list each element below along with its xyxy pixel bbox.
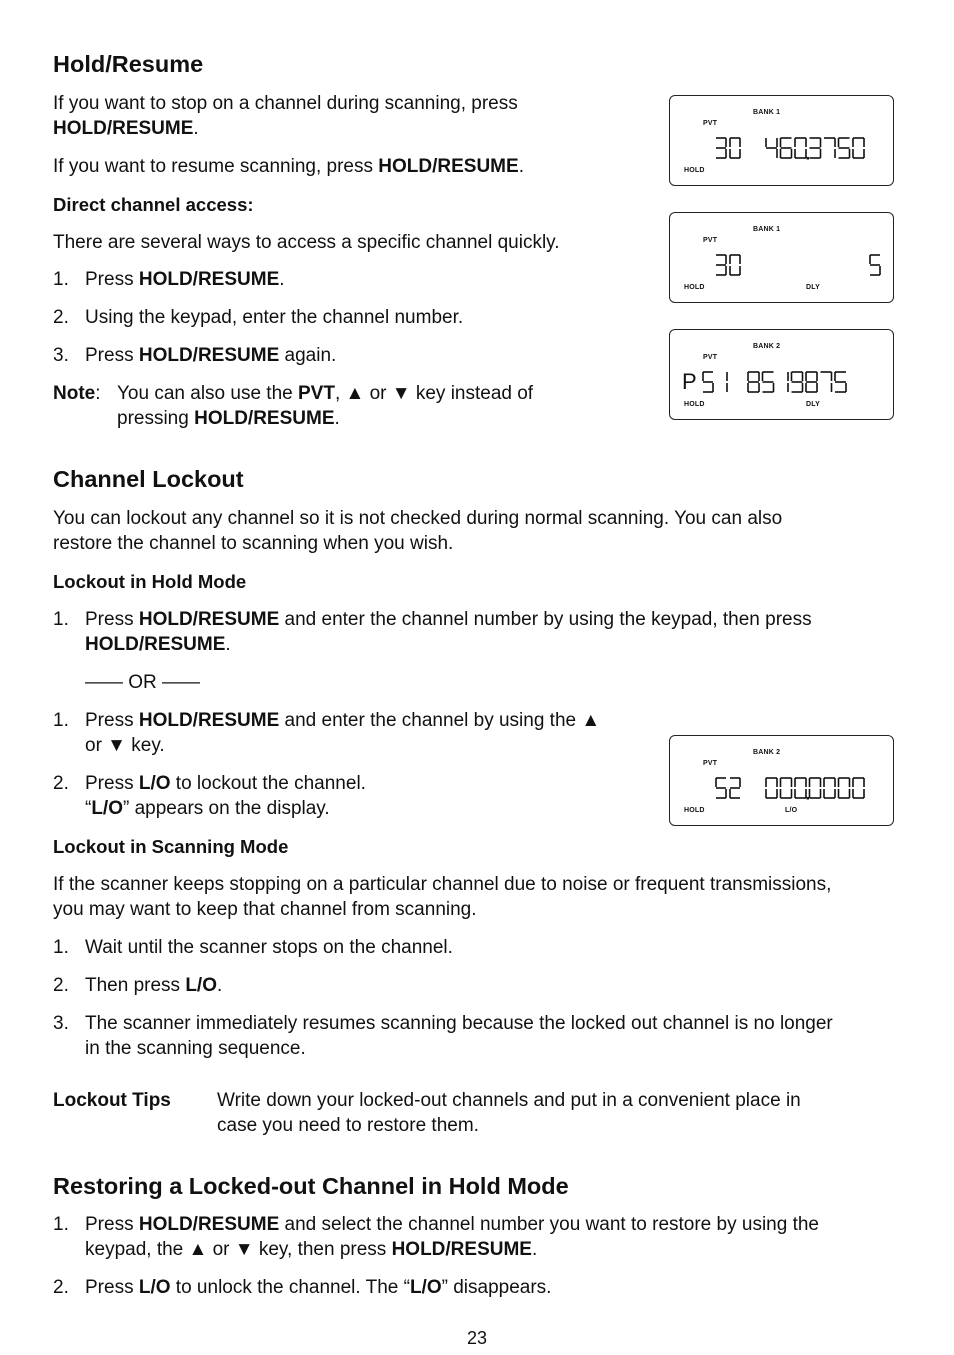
- step-text: Using the keypad, enter the channel number.: [85, 307, 464, 328]
- direct-intro: There are several ways to access a specific channel quickly.: [53, 232, 560, 253]
- section-heading-hold-resume: Hold/Resume: [53, 51, 204, 77]
- step-text-pre: Press: [85, 1214, 139, 1235]
- step-text: Then press L/O.: [85, 975, 223, 996]
- lcd-frequency-digit: [795, 138, 806, 158]
- lcd-frequency-digit: [792, 372, 803, 392]
- lcd-bank-label: BANK 2: [753, 749, 781, 756]
- step-text-pre: Press: [85, 710, 139, 731]
- lcd-delay-digit: [870, 255, 880, 275]
- step-number: 2.: [53, 975, 69, 996]
- step-text-l1: The scanner immediately resumes scanning because the locked out channel is no longer: [85, 1013, 833, 1034]
- subheading-lockout-scanning: Lockout in Scanning Mode: [53, 836, 289, 857]
- lcd-bank-label: BANK 2: [753, 343, 781, 350]
- note-text-pre: You can also use the: [117, 383, 298, 404]
- step-text-mid: and select the channel number you want to restore by using the: [279, 1214, 819, 1235]
- key-lo: L/O: [91, 798, 123, 819]
- lcd-frequency-digit: [781, 778, 792, 798]
- lcd-display: [669, 95, 894, 186]
- step-text-post: ” disappears.: [441, 1277, 552, 1298]
- lcd-pvt-label: PVT: [703, 354, 718, 361]
- lcd-priority-p: P: [682, 369, 697, 394]
- step-number: 2.: [53, 773, 69, 794]
- step-text: [85, 343, 336, 368]
- key-hold-resume: HOLD/RESUME: [138, 710, 280, 731]
- step-text-pre: Press: [85, 345, 139, 366]
- step-text: [85, 771, 366, 821]
- lcd-channel-digit: [716, 255, 726, 275]
- lcd-channel-digit: [716, 138, 726, 158]
- lcd-channel-digit: [716, 778, 726, 798]
- step-text: Wait until the scanner stops on the channel.: [85, 937, 453, 958]
- step-text-l2: or ▼ key.: [85, 735, 165, 756]
- key-hold-resume: HOLD/RESUME: [138, 1214, 280, 1235]
- lcd-display: [669, 212, 894, 303]
- lcd-frequency-digit: [766, 138, 777, 158]
- key-pvt: PVT: [298, 383, 335, 404]
- step-text-post: to lockout the channel.: [170, 773, 366, 794]
- scan-intro: [53, 872, 831, 922]
- step-number: 1.: [53, 710, 69, 731]
- scan-intro-l1: If the scanner keeps stopping on a particular channel due to noise or frequent transmissions,: [53, 874, 832, 895]
- step-text-post: again.: [279, 345, 337, 366]
- step-number: 3.: [53, 345, 69, 366]
- tips-l1: Write down your locked-out channels and put in a convenient place in: [217, 1090, 801, 1111]
- lcd-frequency-digit: [824, 138, 835, 158]
- key-hold-resume: HOLD/RESUME: [194, 408, 335, 429]
- lcd-frequency-digit: [835, 372, 846, 392]
- lcd-channel-digit: [730, 778, 740, 798]
- lockout-intro-l2: restore the channel to scanning when you wish.: [53, 533, 454, 554]
- step-number: 1.: [53, 609, 69, 630]
- lcd-frequency-digit: [748, 372, 759, 392]
- or-separator: —— OR ——: [85, 672, 201, 693]
- key-hold-resume: HOLD/RESUME: [138, 269, 280, 290]
- subheading-lockout-hold: Lockout in Hold Mode: [53, 571, 247, 592]
- lcd-pvt-label: PVT: [703, 237, 718, 244]
- lcd-channel-digit: [730, 255, 740, 275]
- paragraph-resume: If you want to resume scanning, press HOLD/RESUME.: [53, 156, 524, 177]
- step-text-pre: Press: [85, 773, 139, 794]
- key-hold-resume: HOLD/RESUME: [138, 345, 280, 366]
- lcd-frequency-digit: [795, 778, 806, 798]
- step-text: [85, 708, 600, 758]
- key-hold-resume: HOLD/RESUME: [378, 156, 519, 177]
- tips-label: Lockout Tips: [53, 1090, 171, 1111]
- key-hold-resume: HOLD/RESUME: [391, 1239, 532, 1260]
- lcd-frequency-digit: [824, 778, 835, 798]
- step-text-pre: Press: [85, 1277, 139, 1298]
- key-lo: L/O: [138, 773, 171, 794]
- section-heading-restoring: Restoring a Locked-out Channel in Hold Mode: [53, 1173, 569, 1199]
- lcd-frequency-digit: [839, 138, 850, 158]
- paragraph-stop: If you want to stop on a channel during scanning, press HOLD/RESUME.: [53, 93, 518, 139]
- lcd-hold-label: HOLD: [684, 284, 705, 291]
- lcd-frequency-digit: [839, 778, 850, 798]
- key-hold-resume: HOLD/RESUME: [85, 634, 226, 655]
- lcd-frequency-digit: [763, 372, 774, 392]
- note-text: You can also use the PVT, ▲ or ▼ key instead of pressing HOLD/RESUME.: [117, 383, 534, 429]
- lcd-frequency-digit: [853, 138, 864, 158]
- key-lo: L/O: [409, 1277, 442, 1298]
- step-text-pre: Press: [85, 269, 139, 290]
- scan-intro-l2: you may want to keep that channel from scanning.: [53, 899, 477, 920]
- section-heading-channel-lockout: Channel Lockout: [53, 466, 244, 492]
- step-text-l2: in the scanning sequence.: [85, 1038, 306, 1059]
- lockout-intro-l1: You can lockout any channel so it is not checked during normal scanning. You can also: [53, 508, 783, 529]
- key-lo: L/O: [138, 1277, 171, 1298]
- lcd-frequency-digit: [781, 138, 792, 158]
- lcd-lo-label: L/O: [785, 807, 798, 814]
- tips-text: [217, 1088, 801, 1138]
- lcd-digits: [670, 330, 895, 421]
- lcd-frequency-digit: [853, 778, 864, 798]
- step-text: [85, 1275, 551, 1300]
- step-number: 1.: [53, 937, 69, 958]
- note-label: Note:: [53, 383, 101, 404]
- lcd-decimal-point: [807, 797, 810, 800]
- resume-text: If you want to resume scanning, press: [53, 156, 373, 177]
- step-text-pre: Press: [85, 609, 139, 630]
- step-number: 2.: [53, 307, 69, 328]
- lcd-pvt-label: PVT: [703, 760, 718, 767]
- lcd-dly-label: DLY: [806, 401, 820, 408]
- step-text: Press HOLD/RESUME and enter the channel number by using the keypad, then press HOLD/RESUME.: [85, 609, 812, 655]
- lcd-channel-digit: [730, 138, 740, 158]
- lcd-frequency-digit: [821, 372, 832, 392]
- step-text: Press HOLD/RESUME and select the channel number you want to restore by using the keypad, the ▲ or ▼ key, then press HOLD/RESUME.: [85, 1214, 819, 1260]
- lcd-frequency-digit: [806, 372, 817, 392]
- lcd-decimal-point: [807, 157, 810, 160]
- step-text-l2: ” appears on the display.: [123, 798, 330, 819]
- lcd-bank-label: BANK 1: [753, 226, 781, 233]
- lcd-pvt-label: PVT: [703, 120, 718, 127]
- lcd-channel-digit: [703, 372, 713, 392]
- note-text-post: , ▲ or ▼ key instead of: [334, 383, 534, 404]
- lcd-frequency-digit: [766, 778, 777, 798]
- lcd-bank-label: BANK 1: [753, 109, 781, 116]
- page-number: 23: [466, 1328, 488, 1348]
- step-text: [85, 267, 285, 292]
- step-number: 2.: [53, 1277, 69, 1298]
- lcd-dly-label: DLY: [806, 284, 820, 291]
- lockout-intro: [53, 506, 782, 556]
- lcd-digits: [670, 736, 895, 827]
- lcd-hold-label: HOLD: [684, 401, 705, 408]
- lcd-frequency-digit: [810, 778, 821, 798]
- subheading-direct-access: Direct channel access:: [53, 194, 254, 215]
- lcd-display: [669, 329, 894, 420]
- tips-l2: case you need to restore them.: [217, 1115, 479, 1136]
- step-text-mid: and enter the channel by using the ▲: [279, 710, 601, 731]
- key-lo: L/O: [185, 975, 217, 996]
- lcd-display: [669, 735, 894, 826]
- step-number: 1.: [53, 269, 69, 290]
- step-number: 1.: [53, 1214, 69, 1235]
- step-text-mid: and enter the channel number by using the keypad, then press: [279, 609, 812, 630]
- lcd-digits: [670, 213, 895, 304]
- lcd-hold-label: HOLD: [684, 807, 705, 814]
- step-text: [85, 1011, 833, 1061]
- step-number: 3.: [53, 1013, 69, 1034]
- step-text-l2: keypad, the ▲ or ▼ key, then press: [85, 1239, 392, 1260]
- note-text-l2: pressing: [117, 408, 195, 429]
- quote-open: “: [85, 798, 92, 819]
- note-word: Note: [53, 383, 96, 404]
- step-text-post: .: [279, 269, 285, 290]
- key-hold-resume: HOLD/RESUME: [138, 609, 280, 630]
- key-hold-resume: HOLD/RESUME: [53, 118, 194, 139]
- step-text-mid: to unlock the channel. The “: [170, 1277, 410, 1298]
- step-text-pre: Then press: [85, 975, 186, 996]
- lcd-hold-label: HOLD: [684, 167, 705, 174]
- lcd-digits: [670, 96, 895, 187]
- lcd-frequency-digit: [810, 138, 821, 158]
- stop-text: If you want to stop on a channel during scanning, press: [53, 93, 518, 114]
